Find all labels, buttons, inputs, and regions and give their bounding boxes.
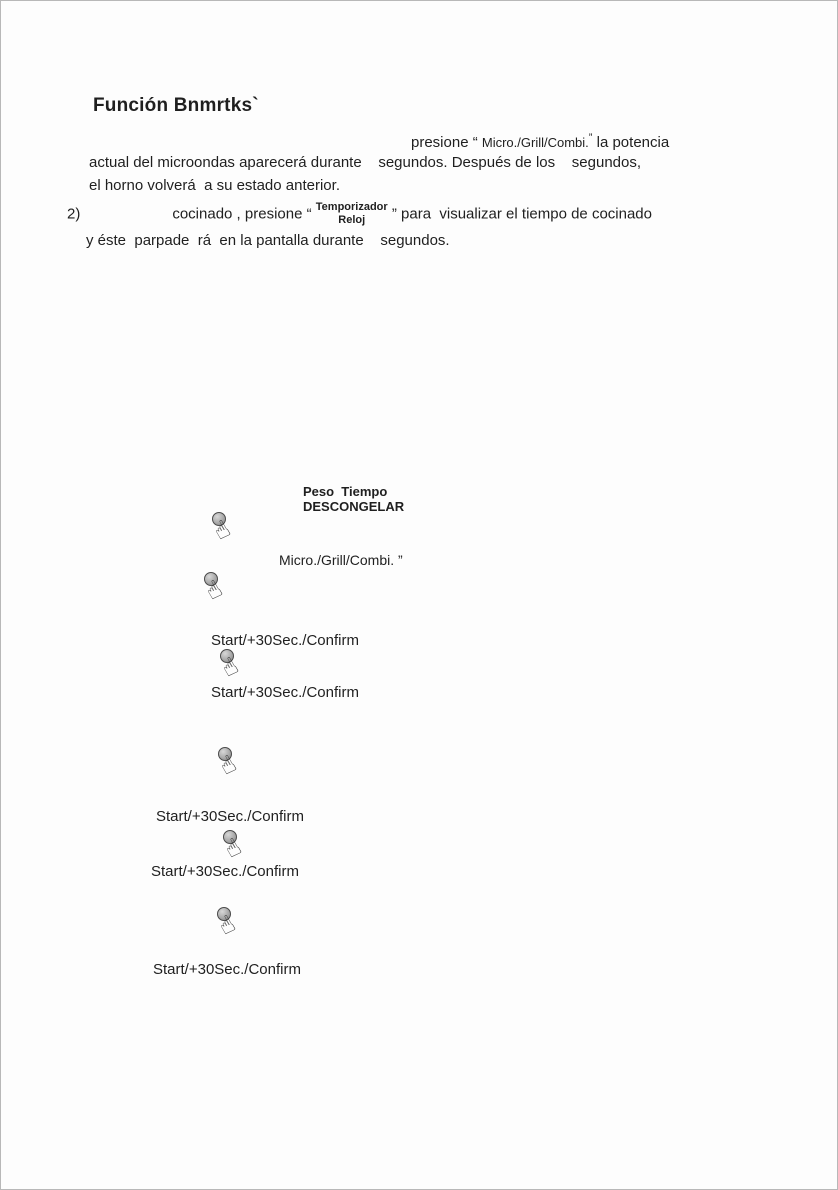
press-hand-icon [200, 572, 233, 608]
press-hand-icon [214, 747, 247, 783]
temporizador-line: Temporizador [315, 201, 388, 213]
paragraph-line-3: el horno volverá a su estado anterior. [89, 177, 340, 194]
text-run: la potencia [592, 134, 670, 151]
pointing-finger-icon: ☝ [208, 515, 236, 546]
text-run: cocinado , presione “ [172, 205, 316, 223]
start-confirm-label: Start/+30Sec./Confirm [211, 684, 359, 701]
press-hand-icon [208, 512, 241, 548]
pointing-finger-icon: ☝ [219, 833, 247, 864]
list-number: 2) [67, 205, 81, 223]
press-hand-icon [213, 907, 246, 943]
start-confirm-label: Start/+30Sec./Confirm [151, 863, 299, 880]
pointing-finger-icon: ☝ [216, 652, 244, 683]
pointing-finger-icon: ☝ [213, 910, 241, 941]
text-run: presione “ [411, 134, 482, 151]
press-hand-icon [219, 830, 252, 866]
pointing-finger-icon: ☝ [200, 575, 228, 606]
list-item-2 [67, 201, 652, 226]
start-confirm-label: Start/+30Sec./Confirm [156, 808, 304, 825]
start-confirm-label: Start/+30Sec./Confirm [211, 632, 359, 649]
start-confirm-label: Start/+30Sec./Confirm [153, 961, 301, 978]
paragraph-line-1 [411, 132, 669, 151]
reloj-line: Reloj [338, 213, 366, 226]
peso-tiempo-label: Peso Tiempo [303, 484, 388, 499]
list-item-2-line-2: y éste parpade rá en la pantalla durante segundos. [86, 232, 450, 249]
page-title: Función Bnmrtks` [93, 95, 259, 116]
paragraph-line-2: actual del microondas aparecerá durante segundos. Después de los segundos, [89, 154, 642, 171]
text-run: ” para visualizar el tiempo de cocinado [387, 205, 652, 223]
temporizador-reloj-label [316, 201, 388, 226]
descongelar-label: DESCONGELAR [303, 499, 405, 514]
micro-grill-combi-label: Micro./Grill/Combi. ” [279, 552, 403, 568]
press-hand-icon [216, 649, 249, 685]
micro-grill-combi-inline-label: Micro./Grill/Combi. [481, 135, 589, 150]
closing-quote: ” [588, 132, 593, 144]
pointing-finger-icon: ☝ [214, 750, 242, 781]
